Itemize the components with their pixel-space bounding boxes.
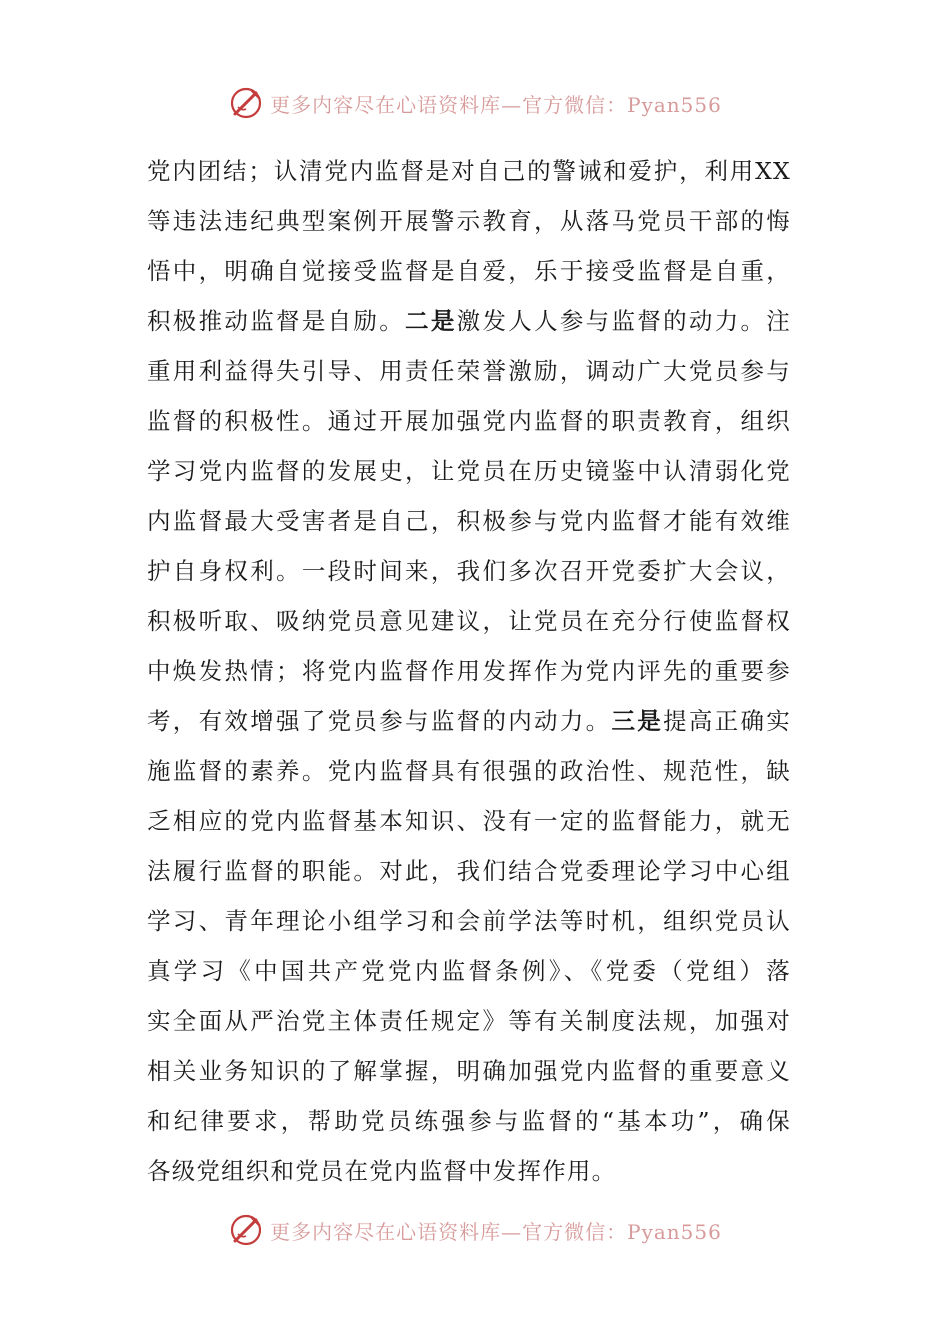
text-line: 护自身权利。一段时间来，我们多次召开党委扩大会议， <box>147 557 791 585</box>
text-line: 积极听取、吸纳党员意见建议，让党员在充分行使监督权 <box>147 607 791 635</box>
text-line: 学习、青年理论小组学习和会前学法等时机，组织党员认 <box>147 907 791 935</box>
text-line: 真学习《中国共产党党内监督条例》、《党委（党组）落 <box>147 957 791 985</box>
document-body <box>147 146 791 1196</box>
text-line: 各级党组织和党员在党内监督中发挥作用。 <box>147 1157 617 1185</box>
text-segment: 激发人人参与监督的动力。注 <box>456 307 791 335</box>
text-line: 监督的积极性。通过开展加强党内监督的职责教育，组织 <box>147 407 791 435</box>
watermark-text: 更多内容尽在心语资料库—官方微信：Pyan556 <box>270 1219 722 1244</box>
watermark-text: 更多内容尽在心语资料库—官方微信：Pyan556 <box>270 92 722 117</box>
text-segment: 考，有效增强了党员参与监督的内动力。 <box>147 707 612 735</box>
emphasis-marker: 三是 <box>611 707 664 735</box>
text-segment: 积极推动监督是自励。 <box>147 307 406 335</box>
pen-circle-logo-icon <box>228 85 264 121</box>
header-watermark <box>0 80 950 126</box>
text-line: 法履行监督的职能。对此，我们结合党委理论学习中心组 <box>147 857 791 885</box>
text-line: 重用利益得失引导、用责任荣誉激励，调动广大党员参与 <box>147 357 791 385</box>
text-line: 内监督最大受害者是自己，积极参与党内监督才能有效维 <box>147 507 791 535</box>
text-line: 学习党内监督的发展史，让党员在历史镜鉴中认清弱化党 <box>147 457 791 485</box>
text-line <box>147 296 791 346</box>
text-line <box>147 696 791 746</box>
text-line: 党内团结；认清党内监督是对自己的警诫和爱护，利用XX <box>147 157 791 185</box>
text-line: 中焕发热情；将党内监督作用发挥作为党内评先的重要参 <box>147 657 791 685</box>
text-line: 施监督的素养。党内监督具有很强的政治性、规范性，缺 <box>147 757 791 785</box>
footer-watermark <box>0 1207 950 1253</box>
text-line: 等违法违纪典型案例开展警示教育，从落马党员干部的悔 <box>147 207 791 235</box>
text-line: 和纪律要求，帮助党员练强参与监督的“基本功”，确保 <box>147 1107 791 1135</box>
text-line: 实全面从严治党主体责任规定》等有关制度法规，加强对 <box>147 1007 791 1035</box>
emphasis-marker: 二是 <box>405 307 457 335</box>
text-line: 乏相应的党内监督基本知识、没有一定的监督能力，就无 <box>147 807 791 835</box>
text-line: 相关业务知识的了解掌握，明确加强党内监督的重要意义 <box>147 1057 791 1085</box>
text-segment: 提高正确实 <box>663 707 791 735</box>
text-line: 悟中，明确自觉接受监督是自爱，乐于接受监督是自重， <box>147 257 791 285</box>
pen-circle-logo-icon <box>228 1212 264 1248</box>
